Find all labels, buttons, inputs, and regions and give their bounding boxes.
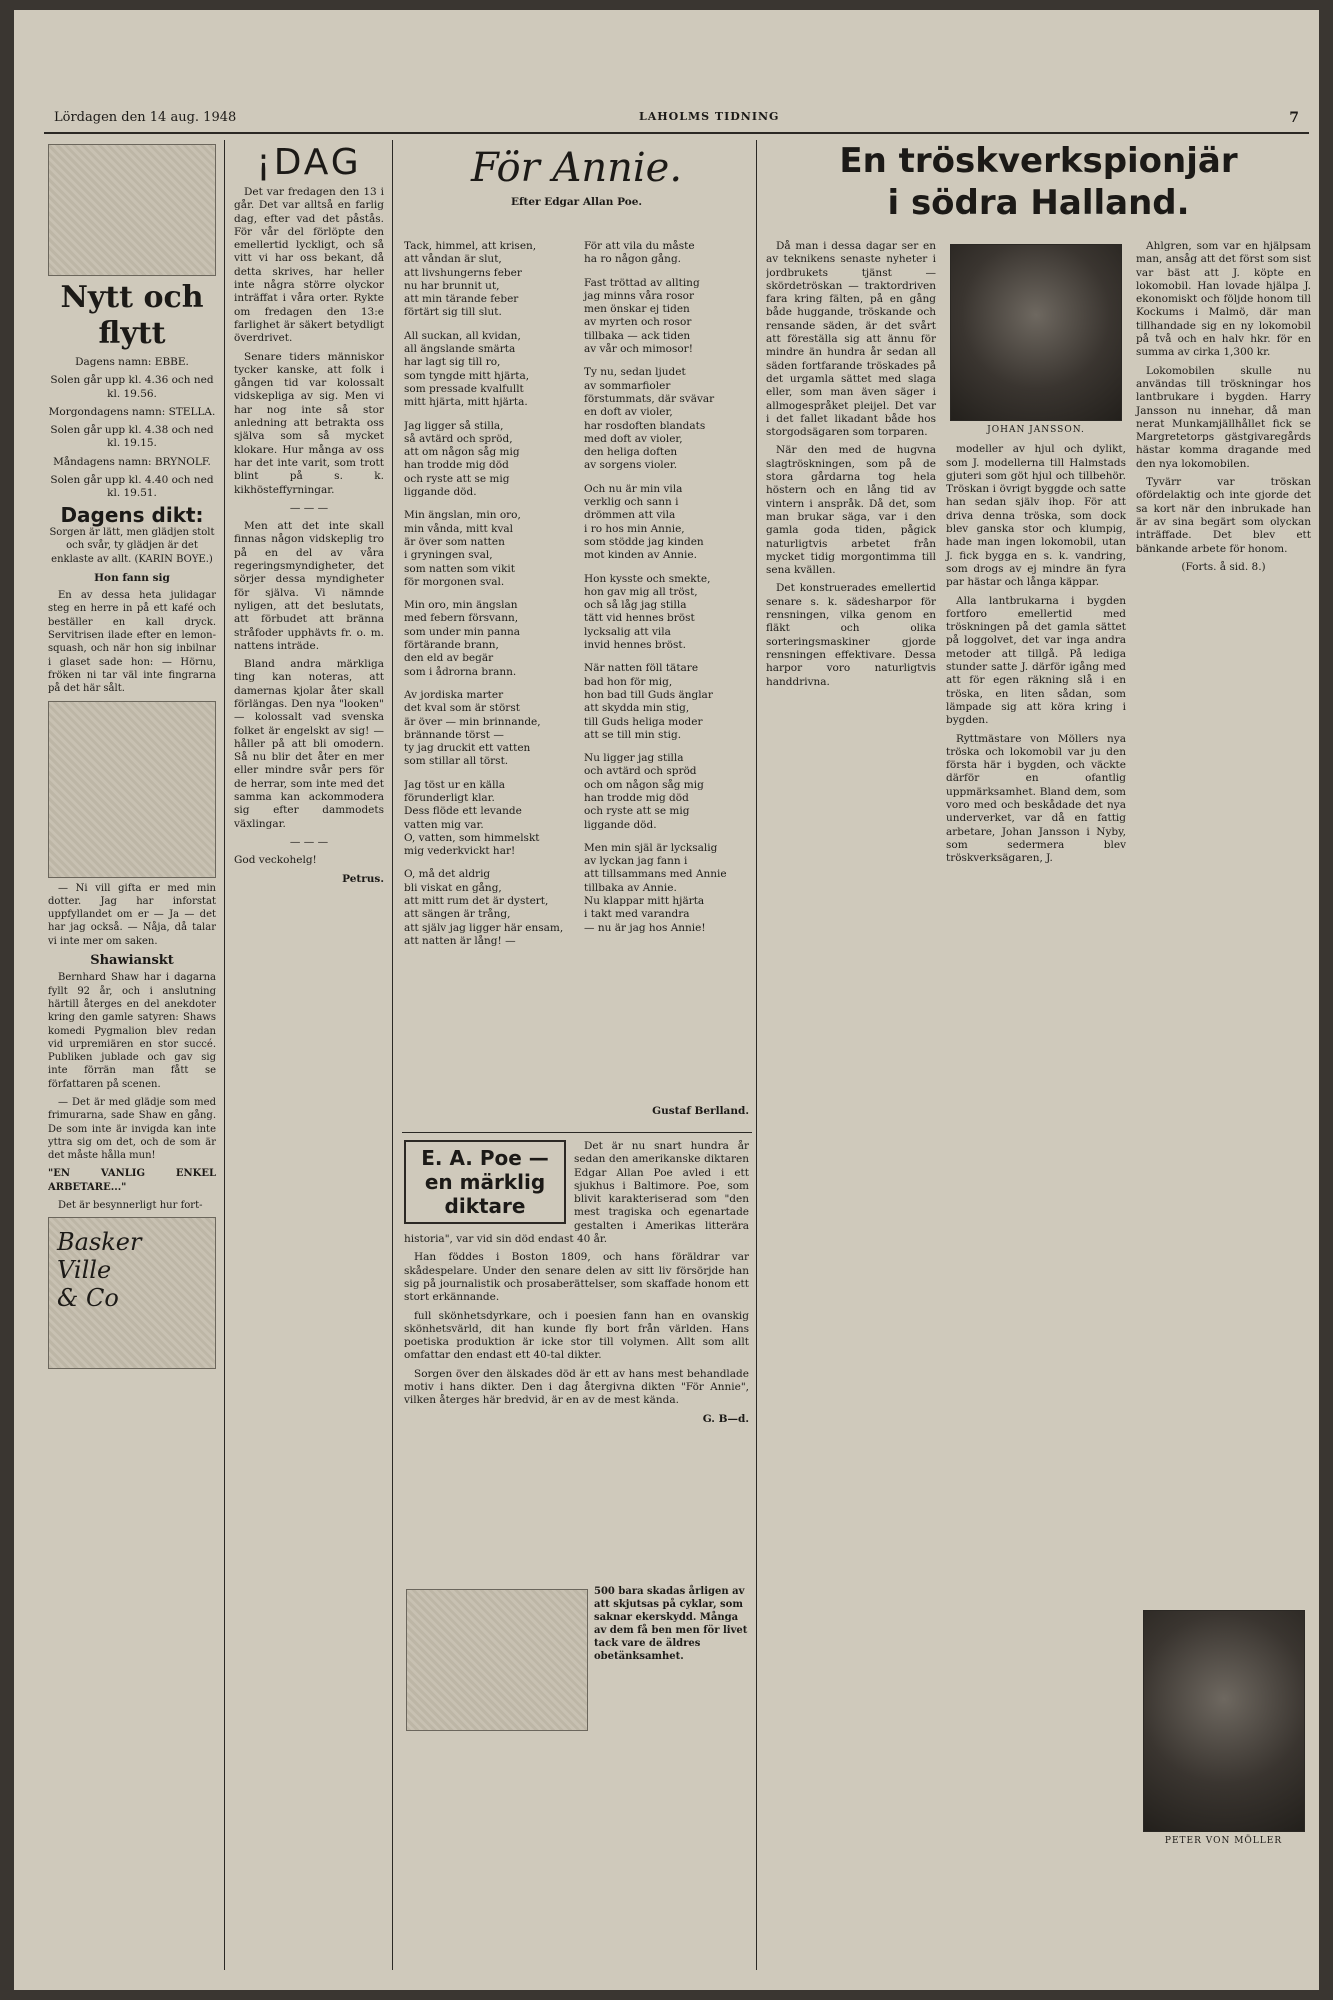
- poem-title: Dagens dikt:: [60, 502, 204, 527]
- sun-times: Solen går upp kl. 4.40 och ned kl. 19.51.: [50, 474, 214, 500]
- poem-line: av sommarfioler: [584, 379, 671, 392]
- poem-line: min vånda, mitt kval: [404, 522, 514, 535]
- poem-line: att om någon såg mig: [404, 446, 520, 459]
- separator: — — —: [289, 835, 329, 848]
- idag-signature: Petrus.: [342, 872, 384, 885]
- poem-stanza: [404, 689, 569, 769]
- annie-poem-section: [404, 140, 749, 1130]
- name-days: [48, 356, 216, 501]
- poem-line: att min tärande feber: [404, 293, 519, 306]
- poem-line: mig vederkvickt har!: [404, 845, 516, 858]
- poem-line: all ängslande smärta: [404, 343, 516, 356]
- poem-stanza: [404, 779, 569, 859]
- poem-stanza: [584, 662, 749, 742]
- poe-body-3: full skönhetsdyrkare, och i poesien fann han en ovanskig skönhetsvärld, dit han kunde fly bort från världen. Hans poetiska produktion är icke stor till volymen. Allt som allt omfattar den endast ett 40-tal dikter.: [404, 1309, 749, 1362]
- poem-line: Nu klappar mitt hjärta: [584, 895, 705, 908]
- poem-line: Jag töst ur en källa: [404, 778, 506, 791]
- daily-poem: Sorgen är lätt, men glädjen stolt och svår, ty glädjen är det enklaste av allt. (KARIN BOYE.): [49, 526, 215, 565]
- section-rule: [402, 1132, 752, 1133]
- story-text: När den med de hugvna slagtröskningen, som på de stora gårdarna tog hela höstern och en lång tid av vintern i anspråk. Då det, som man brukar säga, var i den gamla goda tiden, pågick naturligtvis arbetet från mycket tidig morgontimma till sena kvällen.: [766, 444, 936, 577]
- poem-line: men önskar ej tiden: [584, 303, 690, 316]
- story-text: Tyvärr var tröskan ofördelaktig och inte gjorde det sa kort när den inbrukade han är av sina begärt som olyckan inträffade. Det blev ett bänkande arbete för honom.: [1136, 476, 1311, 555]
- poe-body-2: Han föddes i Boston 1809, och hans föräldrar var skådespelare. Under den senare delen av sitt liv försörjde han sig på journalistik och prosaberättelser, som skaffade honom ett stort erkännande.: [404, 1251, 749, 1304]
- poem-line: och avtärd och spröd: [584, 765, 697, 778]
- poem-line: Fast tröttad av allting: [584, 276, 700, 289]
- poem-stanza: [584, 842, 749, 935]
- sun-times: Solen går upp kl. 4.36 och ned kl. 19.56.: [50, 374, 214, 400]
- story-text: modeller av hjul och dylikt, som J. modellerna till Halmstads gjuteri som göt hjul och tillbehör. Tröskan i övrigt byggde och satte han sedan själv ihop. För att driva denna tröska, som dock blev ganska stor och klumpig, hade man ingen lokomobil, utan J. fick bygga en s. k. vandring, som drogs av ej mindre än fyra par hästar och långa käppar.: [946, 443, 1126, 589]
- poe-body: Det är nu snart hundra år sedan den amerikanske diktaren Edgar Allan Poe avled i ett sjukhus i Baltimore. Poe, som blivit karakteriserad som "den mest tragiska och egenartade gestalten i Amerikas litterära historia", var vid sin död endast 40 år.: [404, 1140, 749, 1246]
- poem-line: är över — min brinnande,: [404, 715, 541, 728]
- poem-line: All suckan, all kvidan,: [404, 329, 521, 342]
- poem-left-half: [404, 240, 569, 958]
- poem-stanza: [404, 868, 569, 948]
- poem-line: och ryste att se mig: [584, 805, 690, 818]
- poem-line: förstummats, där svävar: [584, 392, 715, 405]
- poem-line: han trodde mig död: [404, 459, 509, 472]
- joke-title: Hon fann sig: [94, 571, 170, 584]
- poem-line: i gryningen sval,: [404, 549, 493, 562]
- poem-line: förunderligt klar.: [404, 791, 495, 804]
- story-title-2: i södra Halland.: [887, 183, 1190, 223]
- poem-line: att skydda min stig,: [584, 702, 690, 715]
- poem-line: som stillar all törst.: [404, 755, 509, 768]
- poem-line: att natten är lång! —: [404, 934, 516, 947]
- poem-line: nu har brunnit ut,: [404, 279, 500, 292]
- poe-body-4: Sorgen över den älskades död är ett av hans mest behandlade motiv i hans dikter. Den i dag återgivna dikten "För Annie", vilken återges här bredvid, är en av de mest kända.: [404, 1367, 749, 1407]
- basker-ville-comic: [48, 1217, 216, 1369]
- poem-stanza: [584, 366, 749, 472]
- poem-stanza: [584, 277, 749, 357]
- nytt-och-flytt-title: Nytt och flytt: [60, 280, 204, 351]
- poem-line: har rosdoften blandats: [584, 419, 706, 432]
- moller-photo-block: [1136, 1610, 1311, 1854]
- poe-title: E. A. Poe — en märklig diktare: [404, 1140, 566, 1224]
- story-text: Det konstruerades emellertid senare s. k. sädesharpor för rensningen, vilka genom en fläkt och olika sorteringsmaskiner gjorde rensningen effektivare. Dessa harpor voro naturligtvis handdrivna.: [766, 582, 936, 688]
- poem-stanza: [584, 483, 749, 563]
- poem-line: Hon kysste och smekte,: [584, 572, 711, 585]
- poem-line: att tillsammans med Annie: [584, 868, 727, 881]
- poem-line: som stödde jag kinden: [584, 535, 704, 548]
- name-day: Morgondagens namn: STELLA.: [48, 405, 216, 418]
- photo-caption: JOHAN JANSSON.: [987, 425, 1085, 435]
- poem-right-half: [584, 240, 749, 945]
- shaw-text: Bernhard Shaw har i dagarna fyllt 92 år, och i anslutning härtill återges en del anekdoter kring den gamle satyren: Shaws komedi Pygmalion blev redan vid urpremiären en stor succé. Publiken jublade och gav sig inte förrän man fått se författaren på scenen.: [48, 972, 216, 1090]
- idag-greeting: God veckohelg!: [234, 854, 317, 867]
- column-rule: [756, 140, 757, 1970]
- poem-line: Jag ligger så stilla,: [404, 419, 504, 432]
- poem-line: det kval som är störst: [404, 702, 520, 715]
- footer-title: "EN VANLIG ENKEL ARBETARE...": [48, 1168, 216, 1193]
- poem-line: invid hennes bröst.: [584, 639, 686, 652]
- poem-line: för morgonen sval.: [404, 575, 505, 588]
- story-text: Alla lantbrukarna i bygden fortforo emellertid med tröskningen på det gamla sättet på loggolvet, det var inga andra metoder att tillgå. På lediga stunder satte J. därför igång med att för egen räkning slå i en tröska, en liten sådan, som lämpade sig att köra kring i bygden.: [946, 594, 1126, 727]
- newspaper-name: LAHOLMS TIDNING: [639, 110, 780, 123]
- poem-line: och ryste att se mig: [404, 472, 510, 485]
- newspaper-page: [14, 10, 1319, 1990]
- annie-title: För Annie.: [470, 145, 683, 191]
- poe-signature: G. B—d.: [702, 1412, 749, 1425]
- poem-line: O, vatten, som himmelskt: [404, 831, 540, 844]
- poem-line: Ty nu, sedan ljudet: [584, 366, 686, 379]
- poem-line: i ro hos min Annie,: [584, 522, 685, 535]
- poem-line: hon gav mig all tröst,: [584, 585, 698, 598]
- poem-stanza: [584, 240, 749, 267]
- poem-line: av vår och mimosor!: [584, 343, 693, 356]
- idag-title: ¡DAG: [256, 142, 362, 183]
- poem-line: ha ro någon gång.: [584, 253, 682, 266]
- poem-line: och så låg jag stilla: [584, 599, 687, 612]
- poem-line: Och nu är min vila: [584, 482, 683, 495]
- poem-line: att sängen är trång,: [404, 908, 511, 921]
- poem-stanza: [404, 509, 569, 589]
- idag-body-4: Bland andra märkliga ting kan noteras, att damernas kjolar åter skall förlängas. Den nya "looken" — kolossalt vad svenska folket är engelskt av sig! — håller på att bli omodern. Så nu blir det åter en mer eller mindre svår pers för de herrar, som inte med det samma kan ackommodera sig efter dammodets växlingar.: [234, 658, 384, 830]
- poem-line: drömmen att vila: [584, 509, 676, 522]
- annie-translator: Gustaf Berlland.: [652, 1105, 749, 1117]
- joke-text: En av dessa heta julidagar steg en herre in på ett kafé och beställer en kall dryck. Servitrisen ilade efter en lemon-squash, och när hon sig inbilnar i glaset sade hon: — Hörnu, fröken ni tar väl inte fingrarna på det här sålt.: [48, 590, 216, 695]
- poem-line: ty jag druckit ett vatten: [404, 742, 531, 755]
- poem-line: en doft av violer,: [584, 406, 673, 419]
- poem-line: O, må det aldrig: [404, 868, 491, 881]
- poem-line: Min oro, min ängslan: [404, 599, 518, 612]
- poem-stanza: [584, 752, 749, 832]
- story-col-1: [766, 240, 936, 694]
- poem-line: som under min panna: [404, 625, 521, 638]
- story-text: Då man i dessa dagar ser en av teknikens senaste nyheter i jordbrukets tjänst — skördetröskan — traktordriven fara kring fälten, på en gång både huggande, tröskande och rensande säden, är det svårt att föreställa sig att ännu för mindre än hundra år sedan all säden fortfarande tröskades på det urgamla sättet med slaga eller, som man även säger i allmogespråket pleijel. Det var i det fallet likadant både hos storgodsägaren som torparen.: [766, 240, 936, 439]
- poem-line: jag minns våra rosor: [584, 289, 695, 302]
- peter-von-moller-photo: [1143, 1610, 1305, 1832]
- poem-line: av myrten och rosor: [584, 316, 692, 329]
- name-day: Måndagens namn: BRYNOLF.: [53, 455, 211, 468]
- poem-line: vatten mig var.: [404, 818, 484, 831]
- poem-line: Min ängslan, min oro,: [404, 509, 521, 522]
- poem-line: är över som natten: [404, 535, 505, 548]
- cyclist-caption: 500 bara skadas årligen av att skjutsas på cyklar, som saknar ekerskydd. Många av dem få ben men för livet tack vare de äldres obetänksamhet.: [594, 1586, 748, 1662]
- poem-stanza: [584, 573, 749, 653]
- poem-line: Tack, himmel, att krisen,: [404, 240, 537, 252]
- poem-stanza: [404, 240, 569, 320]
- poem-line: i takt med varandra: [584, 908, 690, 921]
- poem-line: tillbaka av Annie.: [584, 881, 677, 894]
- comic-title: Basker Ville & Co: [57, 1228, 142, 1313]
- poem-line: — nu är jag hos Annie!: [584, 921, 706, 934]
- column-rule: [392, 140, 393, 1970]
- story-text: Ryttmästare von Möllers nya tröska och lokomobil var ju den första här i bygden, och väckte därför en ofantlig uppmärksamhet. Bland dem, som voro med och beskådade det nya underverket, var då en fattig arbetare, Johan Jansson i Nyby, som sedermera blev tröskverksägaren, J.: [946, 732, 1126, 865]
- photo-caption: PETER VON MÖLLER: [1164, 1836, 1283, 1846]
- poem-line: med doft av violer,: [584, 432, 683, 445]
- continued-note: (Forts. å sid. 8.): [1181, 560, 1266, 573]
- cyclist-cartoon: [406, 1589, 588, 1731]
- idag-body: Det var fredagen den 13 i går. Det var alltså en farlig dag, efter vad det påstås. För vår del förlöpte den emellertid lyckligt, och så vitt vi har oss bekant, då detta skrives, har heller inte några större olyckor inträffat i våra orter. Rykte om fredagen den 13:e farlighet är säkert betydligt överdrivet.: [234, 186, 384, 345]
- poem-line: hon bad till Guds änglar: [584, 688, 713, 701]
- name-day: Dagens namn: EBBE.: [75, 356, 189, 368]
- poem-line: liggande död.: [584, 818, 657, 831]
- poem-line: Av jordiska marter: [404, 688, 504, 701]
- shaw-text-2: — Det är med glädje som med frimurarna, sade Shaw en gång. De som inte är invigda kan inte yttra sig om det, och de som är det måste hålla mun!: [48, 1096, 216, 1162]
- poem-line: att livshungerns feber: [404, 266, 522, 279]
- poem-line: med febern försvann,: [404, 612, 519, 625]
- poem-line: att själv jag ligger här ensam,: [404, 921, 564, 934]
- story-col-2: [946, 240, 1126, 871]
- poem-line: den heliga doften: [584, 446, 678, 459]
- idag-body-3: Men att det inte skall finnas någon vidskeplig tro på en del av våra regeringsmyndigheter, det sörjer dessa myndigheter för själva. Vi nämnde nyligen, att det beslutats, att förbudet att bränna stråfoder upphävts fr. o. m. nattens inträde.: [234, 520, 384, 652]
- poem-line: han trodde mig död: [584, 791, 689, 804]
- story-text: Lokomobilen skulle nu användas till tröskningar hos lantbrukare i bygden. Harry Jansson nu innehar, då man nerat Munkamjällhållet fick se Margretetorps gästgivaregårds hästar komma dragande med den nya lokomobilen.: [1136, 364, 1311, 470]
- poem-line: har lagt sig till ro,: [404, 356, 501, 369]
- story-col-3: [1136, 240, 1311, 579]
- poem-line: förtärande brann,: [404, 639, 499, 652]
- poem-line: av sorgens violer.: [584, 459, 678, 472]
- cartoon-caption: — Ni vill gifta er med min dotter. Jag har inforstat uppfyllandet om er — Ja — det har jag också. — Nåja, då talar vi inte mer om saken.: [48, 882, 216, 947]
- poem-line: Men min själ är lycksalig: [584, 841, 718, 854]
- poem-line: som pressade kvalfullt: [404, 382, 524, 395]
- poem-line: den eld av begär: [404, 652, 494, 665]
- poem-line: Nu ligger jag stilla: [584, 752, 684, 765]
- issue-date: Lördagen den 14 aug. 1948: [54, 110, 237, 125]
- couple-cartoon: [48, 701, 216, 878]
- poem-line: lycksalig att vila: [584, 625, 671, 638]
- poem-line: som i ådrorna brann.: [404, 665, 517, 678]
- poem-line: att våndan är slut,: [404, 253, 502, 266]
- poem-line: tätt vid hennes bröst: [584, 612, 695, 625]
- poem-line: så avtärd och spröd,: [404, 432, 513, 445]
- poem-line: av lyckan jag fann i: [584, 855, 688, 868]
- poem-line: att mitt rum det är dystert,: [404, 895, 549, 908]
- footer-text: Det är besynnerligt hur fort-: [58, 1200, 203, 1212]
- column-rule: [224, 140, 225, 1970]
- poem-line: Dess flöde ett levande: [404, 805, 522, 818]
- poem-line: och om någon såg mig: [584, 778, 704, 791]
- poem-line: För att vila du måste: [584, 240, 695, 252]
- story-text: Ahlgren, som var en hjälpsam man, ansåg att det först som sist var bäst att J. köpte en lokomobil. Han lovade hjälpa J. ekonomiskt och följde honom till Kockums i Malmö, där man tillhandade sig en ny lokomobil på två och en halv hkr. för en summa av cirka 1,300 kr.: [1136, 240, 1311, 359]
- poem-line: När natten föll tätare: [584, 662, 699, 675]
- sun-times: Solen går upp kl. 4.38 och ned kl. 19.15.: [50, 424, 214, 450]
- poem-line: förtärt sig till slut.: [404, 306, 502, 319]
- newspaper-reader-illustration: [48, 144, 216, 276]
- poem-line: liggande död.: [404, 486, 477, 499]
- poem-line: brännande törst —: [404, 728, 504, 741]
- johan-jansson-photo: [950, 244, 1122, 421]
- poem-line: mitt hjärta, mitt hjärta.: [404, 396, 528, 409]
- poem-line: till Guds heliga moder: [584, 715, 703, 728]
- poem-stanza: [404, 330, 569, 410]
- poem-stanza: [404, 599, 569, 679]
- shaw-title: Shawianskt: [90, 953, 174, 969]
- poem-line: mot kinden av Annie.: [584, 549, 697, 562]
- poem-line: att se till min stig.: [584, 728, 682, 741]
- poem-line: som natten som vikit: [404, 562, 516, 575]
- annie-byline: Efter Edgar Allan Poe.: [510, 196, 643, 208]
- poem-line: bad hon för mig,: [584, 675, 673, 688]
- page-number: 7: [1289, 110, 1299, 126]
- thresher-story: [766, 140, 1311, 1970]
- idag-column: [234, 140, 384, 1940]
- poem-line: tillbaka — ack tiden: [584, 329, 691, 342]
- poem-line: bli viskat en gång,: [404, 881, 502, 894]
- header-rule: [44, 132, 1309, 134]
- story-title-1: En tröskverkspionjär: [839, 141, 1238, 181]
- idag-body-2: Senare tiders människor tycker kanske, att folk i gången tid var kolossalt vidskepliga av sig. Men vi har nog inte så stor anledning att betrakta oss själva som så mycket klokare. Hur många av oss har det inte varit, som trott blint på s. k. kikhösteffyrningar.: [234, 350, 384, 496]
- poem-line: verklig och sann i: [584, 496, 679, 509]
- left-column: [48, 140, 216, 1970]
- separator: — — —: [289, 501, 329, 514]
- poem-stanza: [404, 420, 569, 500]
- poem-line: som tyngde mitt hjärta,: [404, 369, 530, 382]
